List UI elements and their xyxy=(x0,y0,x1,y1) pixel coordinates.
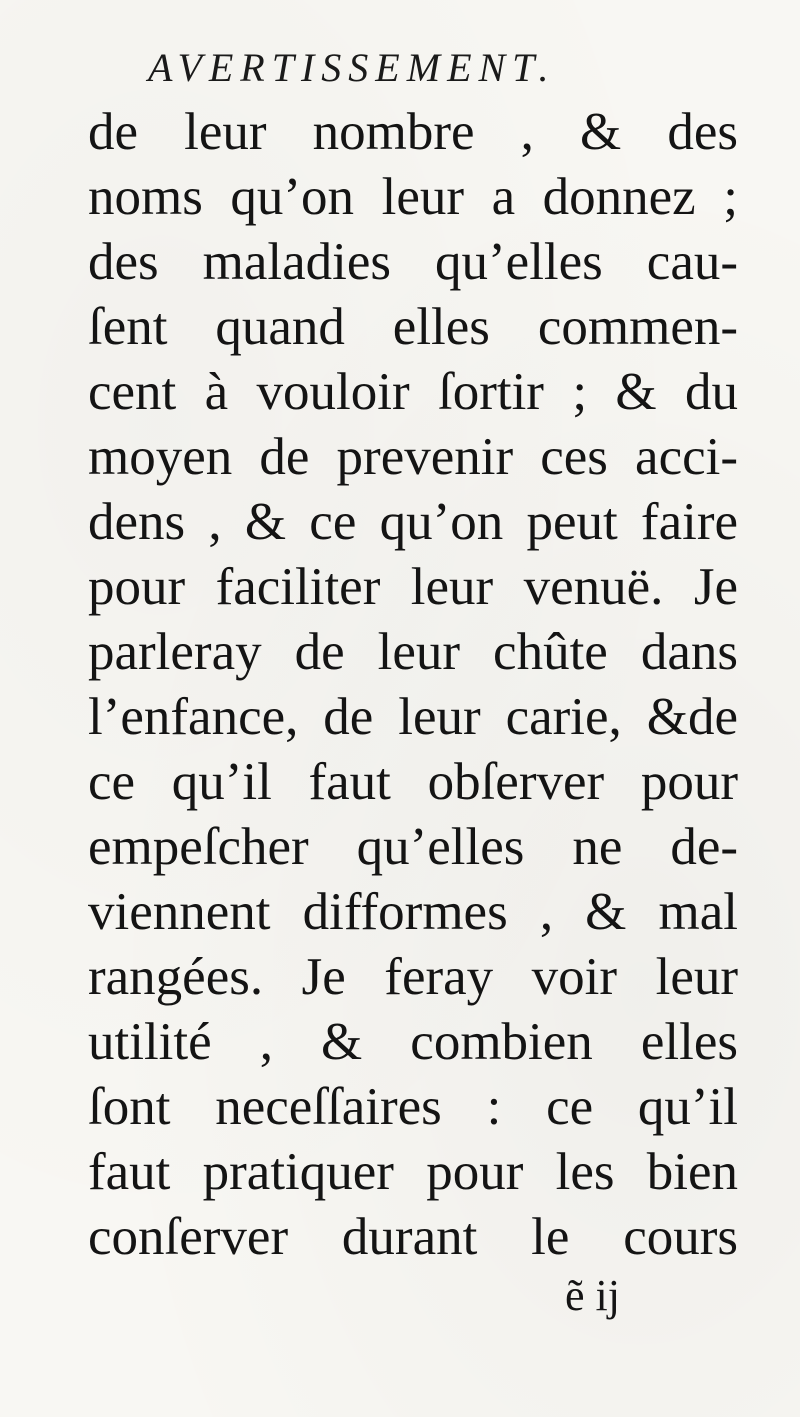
text-line: viennent difformes , & mal xyxy=(88,883,738,941)
running-head: AVERTISSEMENT. xyxy=(148,45,556,90)
text-line: ſent quand elles commen- xyxy=(88,298,738,356)
signature-mark: ẽ ij xyxy=(565,1271,620,1320)
text-line: l’enfance, de leur carie, &de xyxy=(88,688,738,746)
text-line: dens , & ce qu’on peut faire xyxy=(88,493,738,551)
text-line: de leur nombre , & des xyxy=(88,103,738,161)
text-line: cent à vouloir ſortir ; & du xyxy=(88,363,738,421)
text-line: rangées. Je feray voir leur xyxy=(88,948,738,1006)
text-line: des maladies qu’elles cau- xyxy=(88,233,738,291)
text-line: noms qu’on leur a donnez ; xyxy=(88,168,738,226)
text-line: faut pratiquer pour les bien xyxy=(88,1143,738,1201)
text-line: moyen de prevenir ces acci- xyxy=(88,428,738,486)
text-line: parleray de leur chûte dans xyxy=(88,623,738,681)
text-line: ſont neceſſaires : ce qu’il xyxy=(88,1078,738,1136)
text-line: ce qu’il faut obſerver pour xyxy=(88,753,738,811)
text-line: pour faciliter leur venuë. Je xyxy=(88,558,738,616)
text-line: empeſcher qu’elles ne de- xyxy=(88,818,738,876)
body-text xyxy=(88,100,738,1270)
text-line: utilité , & combien elles xyxy=(88,1013,738,1071)
text-line: conſerver durant le cours xyxy=(88,1208,738,1266)
